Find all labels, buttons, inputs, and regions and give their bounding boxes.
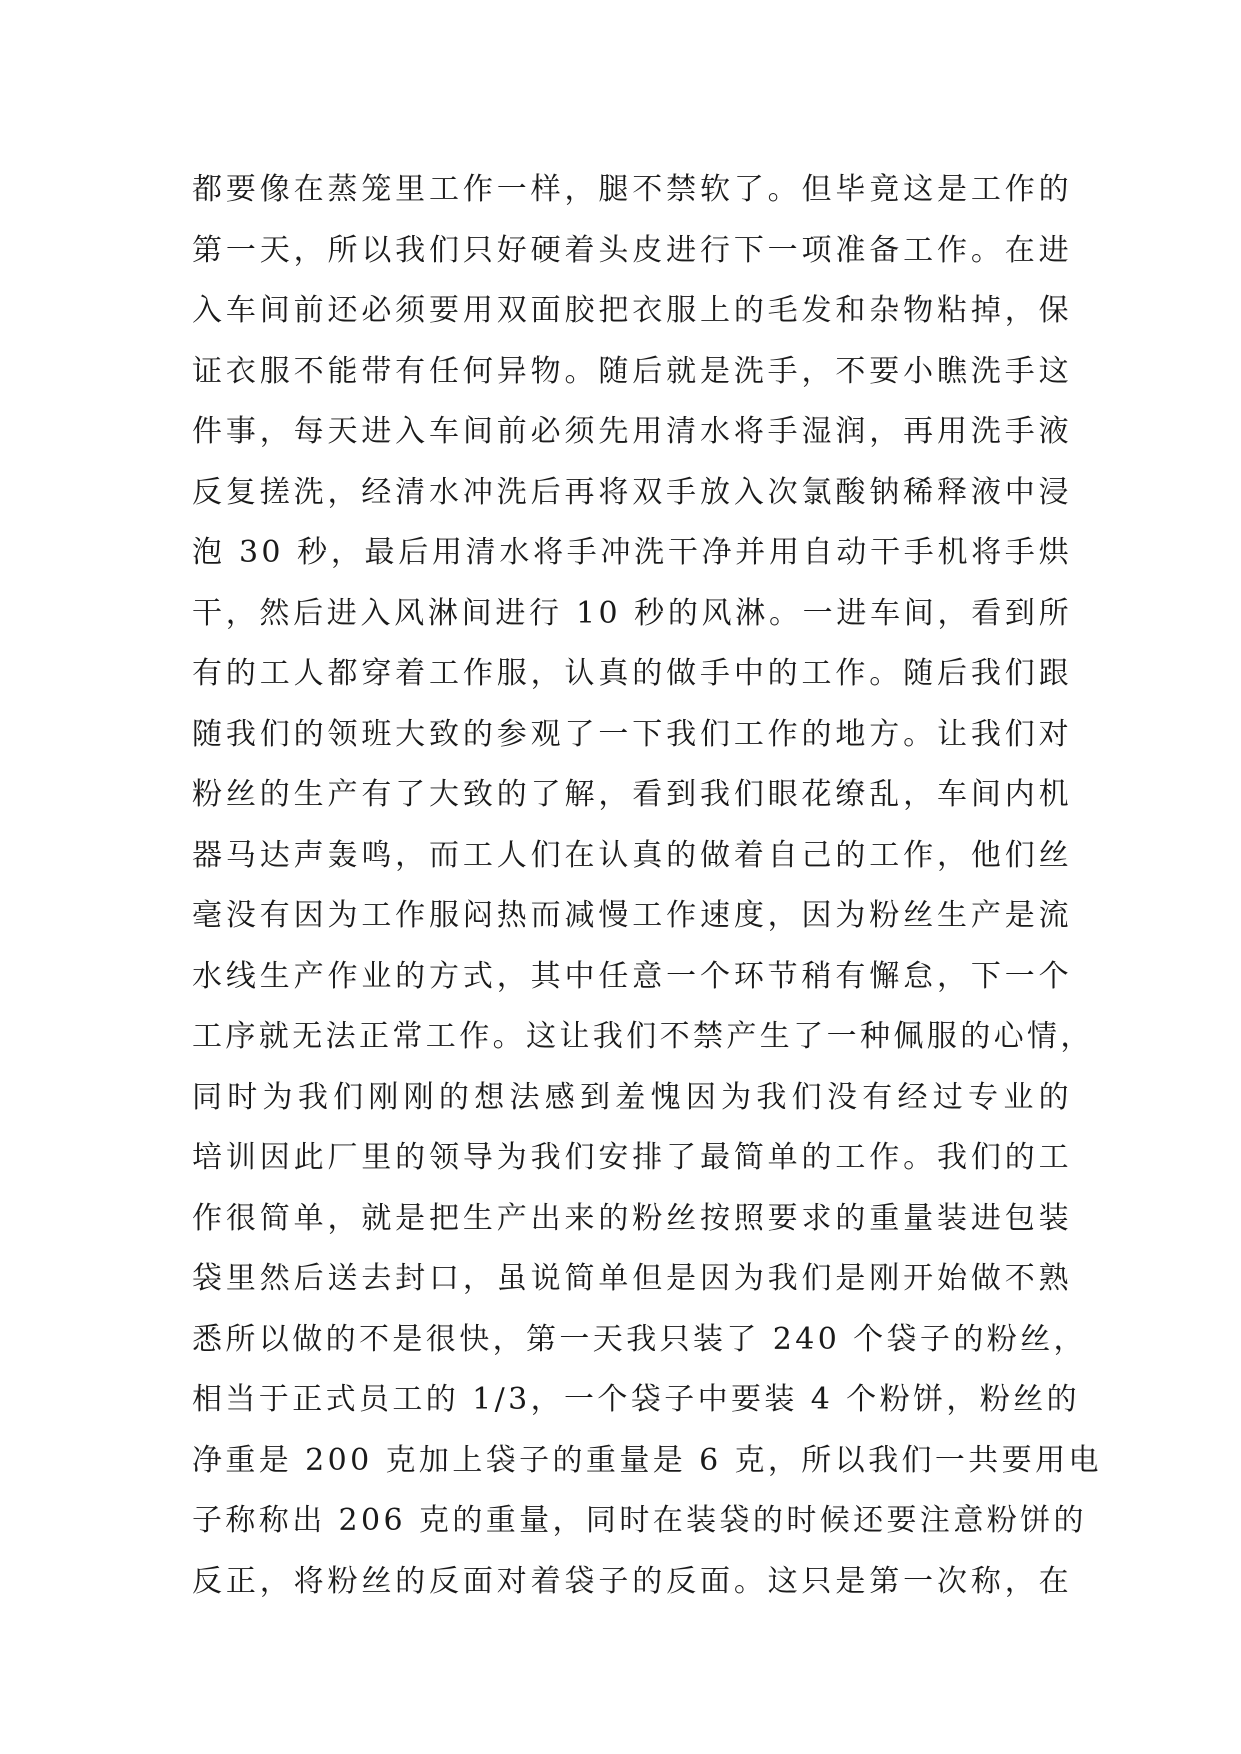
- text-line-13: 毫没有因为工作服闷热而减慢工作速度，因为粉丝生产是流: [192, 898, 1072, 933]
- text-line-24: 反正，将粉丝的反面对着袋子的反面。这只是第一次称，在: [192, 1563, 1072, 1599]
- text-line-16: 同时为我们刚刚的想法感到羞愧因为我们没有经过专业的: [192, 1079, 1072, 1115]
- text-line-18: 作很简单，就是把生产出来的粉丝按照要求的重量装进包装: [192, 1200, 1072, 1236]
- text-line-19: 袋里然后送去封口，虽说简单但是因为我们是刚开始做不熟: [192, 1261, 1072, 1296]
- text-line-21: 相当于正式员工的 1/3，一个袋子中要装 4 个粉饼，粉丝的: [192, 1382, 1080, 1417]
- text-line-17: 培训因此厂里的领导为我们安排了最简单的工作。我们的工: [192, 1140, 1072, 1175]
- text-line-5: 件事，每天进入车间前必须先用清水将手湿润，再用洗手液: [192, 414, 1072, 449]
- text-line-2: 第一天，所以我们只好硬着头皮进行下一项准备工作。在进: [192, 232, 1072, 268]
- text-line-12: 器马达声轰鸣，而工人们在认真的做着自己的工作，他们丝: [192, 837, 1072, 873]
- text-line-22: 净重是 200 克加上袋子的重量是 6 克，所以我们一共要用电: [192, 1442, 1102, 1478]
- text-line-3: 入车间前还必须要用双面胶把衣服上的毛发和杂物粘掉，保: [192, 293, 1072, 328]
- text-line-7: 泡 30 秒，最后用清水将手冲洗干净并用自动干手机将手烘: [192, 535, 1072, 570]
- text-line-20: 悉所以做的不是很快，第一天我只装了 240 个袋子的粉丝，: [192, 1321, 1087, 1357]
- text-line-10: 随我们的领班大致的参观了一下我们工作的地方。让我们对: [192, 716, 1072, 752]
- body-text: [192, 160, 1102, 1612]
- text-line-4: 证衣服不能带有任何异物。随后就是洗手，不要小瞧洗手这: [192, 353, 1072, 389]
- text-line-15: 工序就无法正常工作。这让我们不禁产生了一种佩服的心情，: [192, 1019, 1094, 1054]
- text-line-1: 都要像在蒸笼里工作一样，腿不禁软了。但毕竟这是工作的: [192, 172, 1072, 207]
- text-line-6: 反复搓洗，经清水冲洗后再将双手放入次氯酸钠稀释液中浸: [192, 474, 1072, 510]
- text-line-23: 子称称出 206 克的重量，同时在装袋的时候还要注意粉饼的: [192, 1503, 1087, 1538]
- text-line-8: 干，然后进入风淋间进行 10 秒的风淋。一进车间，看到所: [192, 595, 1072, 631]
- text-line-11: 粉丝的生产有了大致的了解，看到我们眼花缭乱，车间内机: [192, 777, 1072, 812]
- text-line-14: 水线生产作业的方式，其中任意一个环节稍有懈怠，下一个: [192, 958, 1072, 994]
- text-line-9: 有的工人都穿着工作服，认真的做手中的工作。随后我们跟: [192, 656, 1072, 691]
